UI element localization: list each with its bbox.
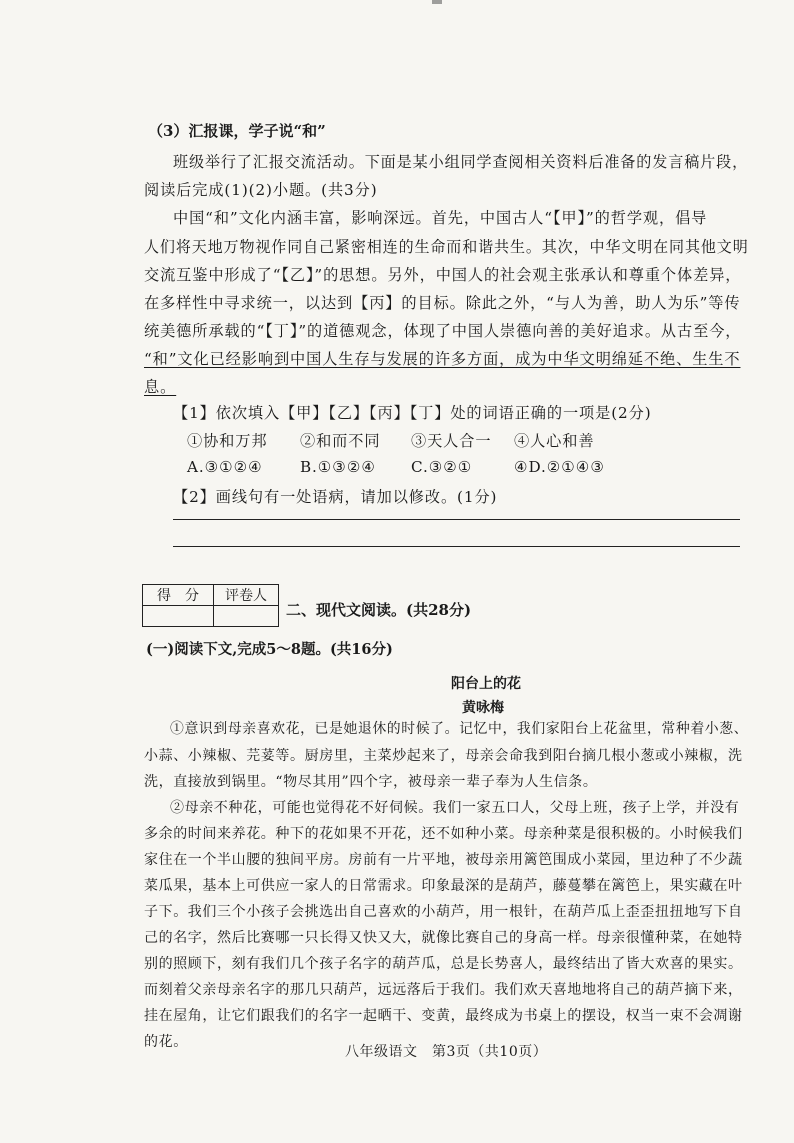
passage-line: 人们将天地万物视作同自己紧密相连的生命而和谐共生。其次，中华文明在同其他文明 (144, 238, 749, 256)
question-1: 【1】依次填入【甲】【乙】【丙】【丁】处的词语正确的一项是(2分) (173, 404, 652, 422)
article-line: 洗，直接放到锅里。“物尽其用”四个字，被母亲一辈子奉为人生信条。 (144, 774, 598, 790)
article-line: 菜瓜果，基本上可供应一家人的日常需求。印象最深的是葫芦，藤蔓攀在篱笆上，果实藏在叶 (144, 878, 743, 894)
choice-item: ②和而不同 (300, 432, 381, 450)
part2-subtitle: (一)阅读下文,完成5～8题。(共16分) (146, 641, 393, 658)
score-header: 得 分 (143, 585, 214, 606)
passage-line: 统美德所承载的“【丁】”的道德观念，体现了中国人崇德向善的美好追求。从古至今， (144, 322, 742, 340)
choice-item: ③天人合一 (411, 432, 492, 450)
page-footer: 八年级语文 第3页（共10页） (345, 1044, 548, 1060)
answer-option: ④D.②①④③ (514, 458, 605, 476)
passage-line: 在多样性中寻求统一，以达到【丙】的目标。除此之外，“与人为善，助人为乐”等传 (144, 294, 741, 312)
part2-title: 二、现代文阅读。(共28分) (286, 601, 472, 619)
section3-title: （3）汇报课，学子说“和” (148, 122, 326, 140)
answer-option: C.③②① (411, 458, 473, 476)
score-cell[interactable] (143, 606, 214, 627)
score-table (142, 584, 279, 627)
answer-line[interactable] (173, 546, 740, 547)
article-line: 挂在屋角，让它们跟我们的名字一起晒干、变黄，最终成为书桌上的摆设，权当一束不会凋谢 (144, 1008, 743, 1024)
article-author: 黄咏梅 (462, 700, 504, 716)
intro-line: 班级举行了汇报交流活动。下面是某小组同学查阅相关资料后准备的发言稿片段， (173, 153, 749, 171)
article-title: 阳台上的花 (451, 676, 521, 692)
article-line: ②母亲不种花，可能也觉得花不好伺候。我们一家五口人，父母上班，孩子上学，并没有 (170, 800, 740, 816)
answer-option: B.①③②④ (300, 458, 376, 476)
answer-option: A.③①②④ (187, 458, 263, 476)
underlined-sentence: “和”文化已经影响到中国人生存与发展的许多方面，成为中华文明绵延不绝、生生不 (144, 350, 741, 368)
article-line: 小蒜、小辣椒、芫荽等。厨房里，主菜炒起来了，母亲会命我到阳台摘几根小葱或小辣椒，洗 (144, 748, 743, 764)
article-line: 的花。 (144, 1034, 188, 1050)
article-line: 子下。我们三个小孩子会挑选出自己喜欢的小葫芦，用一根针，在葫芦瓜上歪歪扭扭地写下自 (144, 904, 743, 920)
article-line: 别的照顾下，刻有我们几个孩子名字的葫芦瓜，总是长势喜人，最终结出了皆大欢喜的果实。 (144, 956, 743, 972)
answer-line[interactable] (173, 519, 740, 520)
choice-item: ①协和万邦 (187, 432, 268, 450)
article-line: 己的名字，然后比赛哪一只长得又快又大，就像比赛自己的身高一样。母亲很懂种菜，在她特 (144, 930, 743, 946)
grader-header: 评卷人 (214, 585, 279, 606)
underlined-sentence: 息。 (144, 378, 177, 396)
scan-mark (432, 0, 442, 4)
article-line: 多余的时间来养花。种下的花如果不开花，还不如种小菜。母亲种菜是很积极的。小时候我们 (144, 826, 743, 842)
intro-line: 阅读后完成(1)(2)小题。(共3分) (144, 181, 378, 199)
grader-cell[interactable] (214, 606, 279, 627)
choice-item: ④人心和善 (514, 432, 595, 450)
article-line: 家住在一个半山腰的独间平房。房前有一片平地，被母亲用篱笆围成小菜园，里边种了不少蔬 (144, 852, 743, 868)
question-2: 【2】画线句有一处语病，请加以修改。(1分) (173, 488, 498, 506)
passage-line: 中国“和”文化内涵丰富，影响深远。首先，中国古人“【甲】”的哲学观，倡导 (173, 209, 708, 227)
article-line: ①意识到母亲喜欢花，已是她退休的时候了。记忆中，我们家阳台上花盆里，常种着小葱、 (170, 721, 749, 737)
passage-line: 交流互鉴中形成了“【乙】”的思想。另外，中国人的社会观主张承认和尊重个体差异， (144, 266, 742, 284)
article-line: 而刻着父亲母亲名字的那几只葫芦，远远落后于我们。我们欢天喜地地将自己的葫芦摘下来， (144, 982, 743, 998)
